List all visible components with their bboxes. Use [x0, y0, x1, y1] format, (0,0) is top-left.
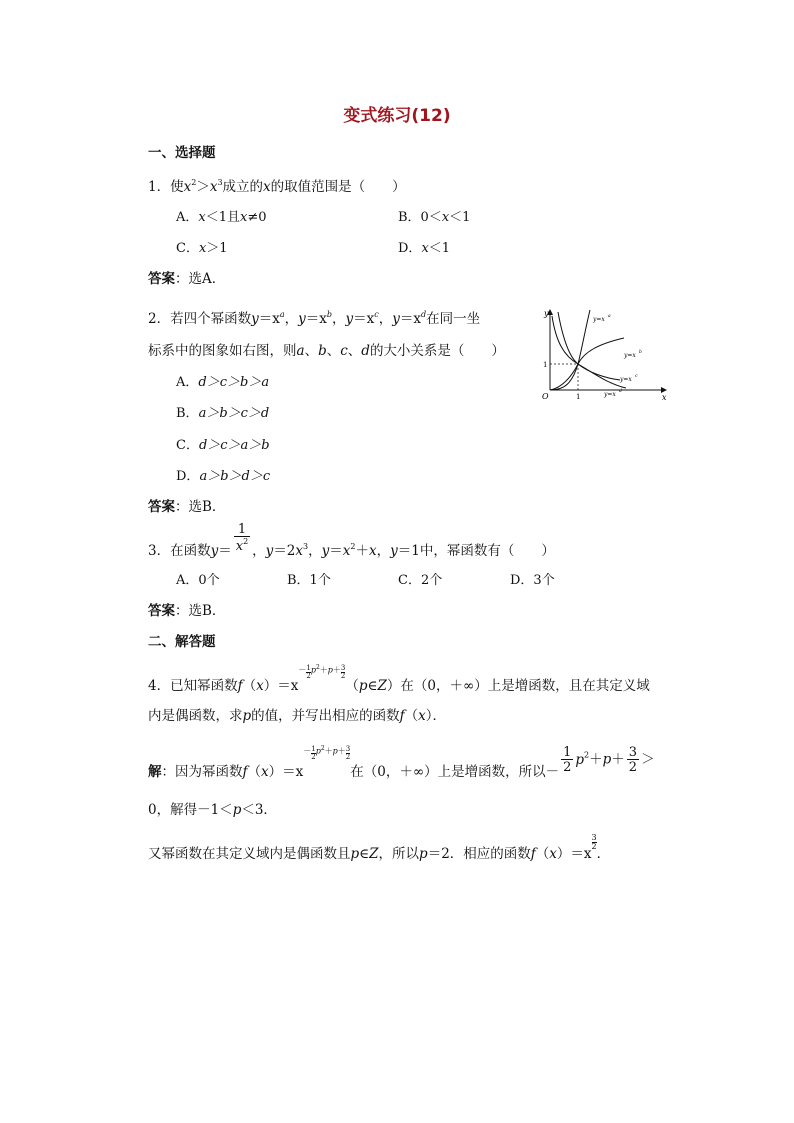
svg-text:d: d: [619, 389, 622, 394]
q1-option-b: B．0＜x＜1: [398, 210, 471, 225]
question-1: 1．使$x^2>x^3$成立的x的取值范围是（ ）: [148, 178, 406, 195]
svg-text:a: a: [608, 314, 611, 319]
section-heading-solution: 二、解答题: [148, 634, 216, 650]
q3-answer: 答案：选B．: [148, 603, 226, 619]
power-function-graph: [534, 304, 674, 402]
question-2-line-2: 标系中的图象如右图，则a、b、c、d的大小关系是（ ）: [148, 343, 505, 359]
section-heading-choice: 一、选择题: [148, 145, 216, 161]
q1-option-c: C．x＞1: [176, 241, 228, 256]
origin-label: O: [542, 392, 549, 401]
q2-option-c: C．d＞c＞a＞b: [176, 438, 270, 453]
question-4-line-2: 内是偶函数，求p的值，并写出相应的函数f（x）．: [148, 708, 447, 724]
q1-option-a: A．x＜1且x≠0: [176, 210, 267, 225]
svg-text:c: c: [635, 374, 638, 379]
curve-a: [550, 310, 590, 390]
solution-line-2: 0，解得－1＜p＜3．: [148, 802, 277, 818]
q2-option-d: D．a＞b＞d＞c: [176, 469, 271, 484]
q1-answer: 答案：选A．: [148, 271, 226, 287]
solution-line-3: 又幂函数在其定义域内是偶函数且p∈Z，所以p＝2．相应的函数f（x）＝x $\frac{3}{2}$ ．: [148, 833, 611, 862]
q2-answer: 答案：选B．: [148, 499, 226, 515]
curve-b-label: [623, 349, 642, 359]
svg-text:b: b: [639, 350, 642, 355]
q3-option-d: D．3个: [510, 573, 555, 588]
q1-option-d: D．x＜1: [398, 241, 451, 256]
x-axis-label: x: [662, 393, 667, 402]
svg-text:y=x: y=x: [593, 316, 605, 323]
page-title: 变式练习(12): [343, 106, 451, 126]
question-4-line-1: 4．已知幂函数f（x）＝x－ $\frac{1}{2}$ $p^2+p+$ $\frac{3}{2}$ （p∈Z）在（0，＋∞）上是增函数，且在其定义域: [148, 664, 650, 694]
q3-option-c: C．2个: [398, 573, 443, 588]
y-axis-label: y: [544, 309, 549, 318]
svg-text:y=x: y=x: [604, 391, 616, 398]
tick-y-1: 1: [543, 361, 548, 369]
question-3: 3．在函数y＝ $\frac{1}{x^2}$ ，$y=2x^3$，$y=x^2+x$，y＝1中，幂函数有（ ）: [148, 522, 555, 559]
svg-text:y=x: y=x: [624, 352, 636, 359]
q3-option-a: A．0个: [176, 573, 220, 588]
q2-option-b: B．a＞b＞c＞d: [176, 406, 270, 421]
curve-c-label: [619, 374, 638, 383]
solution-line-1: 解：因为幂函数f（x）＝x－ $\frac{1}{2}$ $p^2+p+$ $\frac{3}{2}$ 在（0，＋∞）上是增函数，所以－ $\frac{1}{2}$ $p^2+p+$ $\frac{3}{2}$ ＞: [148, 745, 655, 780]
q2-option-a: A．d＞c＞b＞a: [176, 375, 270, 390]
svg-text:y=x: y=x: [620, 376, 632, 383]
curve-c: [558, 312, 620, 380]
q3-option-b: B．1个: [287, 573, 331, 588]
curve-a-label: [592, 314, 611, 323]
tick-x-1: 1: [576, 393, 581, 401]
question-2-line-1: 2．若四个幂函数$y=x^a$，$y=x^b$，$y=x^c$，$y=x^d$在同一坐: [148, 310, 481, 327]
